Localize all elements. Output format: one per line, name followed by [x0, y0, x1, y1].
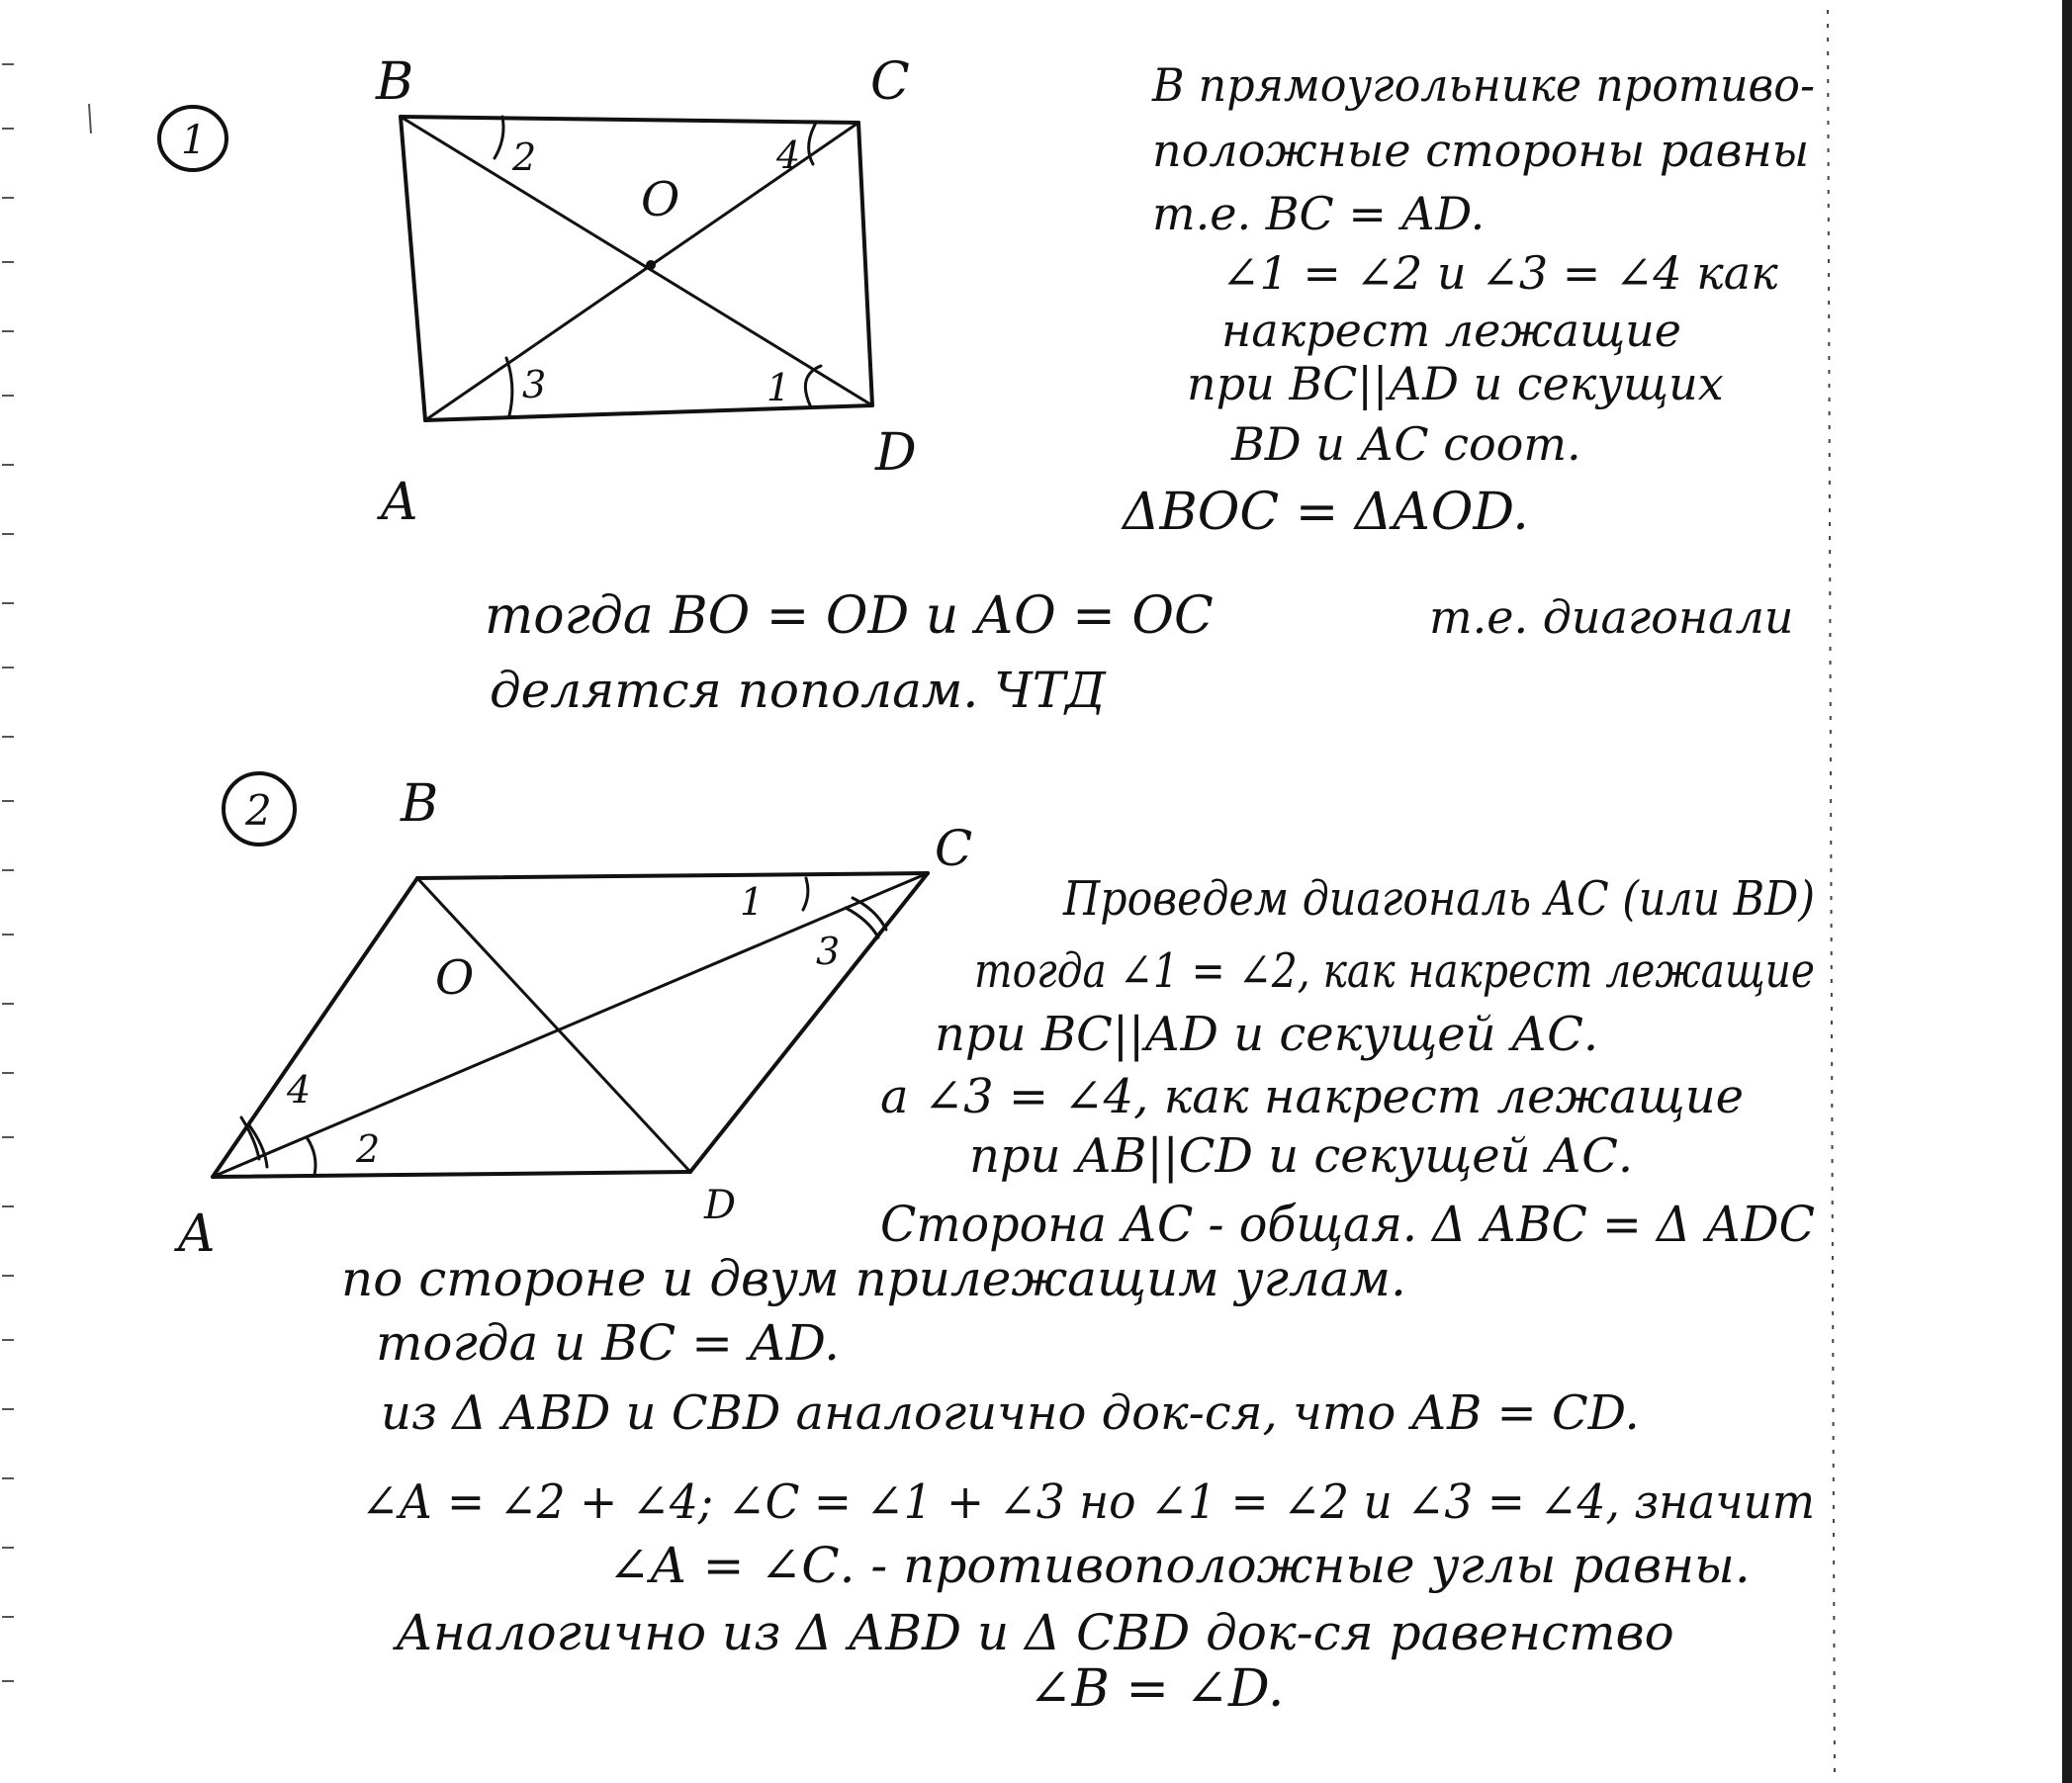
text-line: ∠А = ∠С. - противоположные углы равны.: [608, 1537, 1751, 1594]
text-line: из Δ АВD и СВD аналогично док-ся, что АВ = СD.: [381, 1385, 1640, 1441]
angle-label-4: 4: [287, 1068, 312, 1112]
text-line: ΔВОС = ΔАОD.: [1123, 483, 1529, 542]
conclusion-line: тогда ВО = ОD и АО = ОС: [485, 586, 1214, 646]
text-line: при ВС||АD и секущей АС.: [935, 1007, 1599, 1062]
problem-1: [159, 52, 1815, 719]
text-line: ∠А = ∠2 + ∠4; ∠С = ∠1 + ∠3 но ∠1 = ∠2 и ∠3 = ∠4, значит: [361, 1474, 1815, 1530]
rectangle-side-ad: [425, 405, 872, 420]
diagonal-ac: [213, 873, 928, 1177]
text-line: тогда и ВС = АD.: [376, 1314, 841, 1372]
rectangle-diagram: [375, 52, 917, 532]
angle-label-2: 2: [356, 1127, 381, 1171]
text-line: при АВ||СD и секущей АС.: [969, 1128, 1634, 1184]
text-line: при ВС||АD и секущих: [1187, 357, 1724, 410]
rectangle-side-cd: [858, 123, 872, 405]
parallelogram-side-cd: [690, 873, 928, 1172]
angle-arc-4: [809, 123, 816, 164]
problem-1-text: [485, 58, 1815, 719]
text-line: В прямоугольнике противо-: [1151, 58, 1815, 112]
text-line: ВD и АС соот.: [1231, 417, 1581, 471]
rectangle-side-ab: [401, 117, 425, 420]
angle-label-3: 3: [816, 930, 841, 973]
conclusion-line: делятся пополам. ЧТД: [490, 662, 1106, 719]
problem-number: 1: [181, 118, 207, 163]
vertex-label-c: C: [935, 820, 973, 877]
angle-label-4: 4: [776, 134, 801, 177]
parallelogram-diagram: [174, 774, 972, 1264]
text-line: тогда ∠1 = ∠2, как накрест лежащие: [974, 943, 1815, 999]
text-line: по стороне и двум прилежащим углам.: [341, 1250, 1406, 1307]
text-line: Аналогично из Δ АВD и Δ СВD док-ся равенство: [396, 1604, 1674, 1661]
vertex-label-a: A: [381, 473, 418, 532]
text-line: Проведем диагональ АС (или ВD): [1062, 871, 1815, 927]
angle-arc-2: [307, 1137, 315, 1175]
intersection-point-o: [646, 260, 656, 270]
text-line: а ∠3 = ∠4, как накрест лежащие: [880, 1069, 1745, 1124]
conclusion-line: т.е. диагонали: [1429, 590, 1794, 644]
angle-arc-2: [495, 117, 503, 158]
margin-dashes: [2, 64, 91, 1681]
vertex-label-b: B: [401, 774, 439, 834]
vertex-label-b: B: [376, 52, 414, 112]
rectangle-side-bc: [401, 117, 858, 123]
vertex-label-c: C: [870, 52, 910, 112]
problem-2-text: [341, 871, 1815, 1719]
angle-label-3: 3: [522, 363, 547, 406]
vertex-label-d: D: [875, 423, 917, 483]
text-line: ∠В = ∠D.: [1029, 1659, 1285, 1719]
vertex-label-a: A: [178, 1204, 216, 1264]
text-line: Сторона АС - общая. Δ АВС = Δ АDС: [880, 1196, 1815, 1253]
text-line: накрест лежащие: [1221, 304, 1681, 357]
text-line: ∠1 = ∠2 и ∠3 = ∠4 как: [1221, 246, 1778, 300]
text-line: положные стороны равны: [1152, 124, 1810, 177]
fold-line: [1828, 10, 1835, 1780]
problem-number: 2: [245, 786, 272, 835]
problem-2: [174, 773, 1815, 1719]
right-edge-border: [2062, 0, 2072, 1783]
vertex-label-d: D: [704, 1183, 737, 1228]
parallelogram-side-ad: [213, 1172, 690, 1177]
angle-label-1: 1: [740, 880, 765, 924]
diagonal-bd: [417, 878, 690, 1172]
text-line: т.е. ВС = АD.: [1152, 187, 1486, 240]
angle-arc-1: [803, 878, 808, 910]
center-label-o: O: [435, 950, 475, 1006]
angle-label-2: 2: [512, 135, 537, 179]
parallelogram-side-bc: [417, 873, 928, 878]
angle-arc-3: [506, 358, 512, 415]
angle-label-1: 1: [766, 366, 791, 409]
center-label-o: O: [641, 172, 680, 227]
